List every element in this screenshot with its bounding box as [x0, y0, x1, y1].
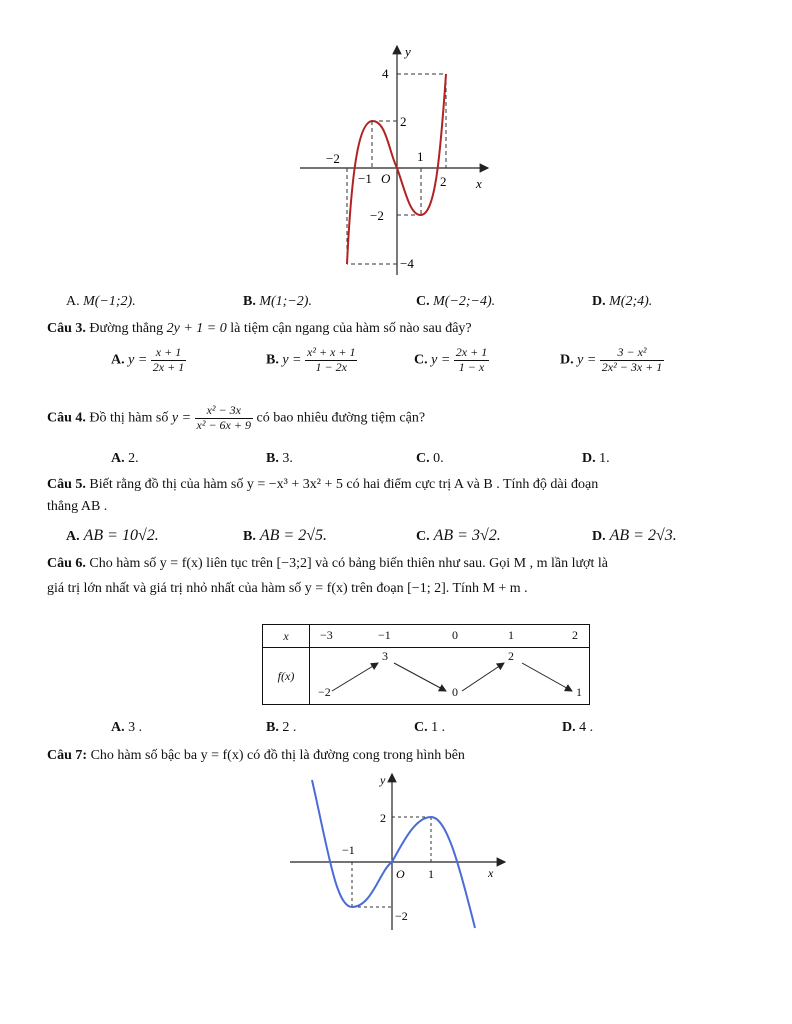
x-values-cell [310, 625, 590, 648]
option-label: C. [416, 529, 430, 544]
denominator: 1 − 2x [315, 359, 347, 374]
q3-option-c [414, 346, 489, 375]
option-text: AB = 2√5. [259, 527, 327, 544]
question-text: Đồ thị hàm số [89, 410, 169, 426]
tick-y-neg4: −4 [400, 256, 414, 271]
question-text: giá trị lớn nhất và giá trị nhỏ nhất của hàm số y = f(x) trên đoạn [−1; 2]. Tính M + m . [47, 581, 528, 596]
q2-option-b [243, 294, 312, 310]
q5-option-d [592, 527, 677, 545]
x-value: 0 [452, 628, 458, 642]
option-label: B. [243, 294, 256, 309]
option-label: A. [111, 720, 125, 735]
numerator: x + 1 [151, 346, 186, 361]
option-label: B. [266, 352, 279, 368]
option-label: C. [414, 720, 428, 735]
numerator: 2x + 1 [455, 345, 488, 359]
x-value: −1 [378, 628, 391, 642]
q5-stem-line2 [47, 499, 107, 515]
x-axis-label: x [488, 866, 494, 880]
denominator: 2x + 1 [152, 359, 185, 374]
question-y: y = [171, 410, 192, 426]
tick-y-4: 4 [382, 66, 389, 81]
q3-option-b [266, 346, 357, 375]
option-fraction [454, 346, 489, 375]
x-axis-label: x [476, 176, 482, 191]
q6-stem [47, 556, 608, 572]
option-text: 1. [599, 451, 610, 466]
option-label: B. [266, 451, 279, 466]
option-text: AB = 2√3. [609, 527, 677, 544]
q4-option-a [111, 451, 139, 467]
question-text: có bao nhiêu đường tiệm cận? [256, 410, 426, 426]
question-label: Câu 4. [47, 410, 86, 426]
option-y: y = [128, 352, 148, 368]
option-text: 4 . [579, 720, 594, 735]
question-label: Câu 3. [47, 321, 86, 336]
x-value: −3 [320, 628, 333, 642]
option-y: y = [577, 352, 597, 368]
q4-option-b [266, 451, 293, 467]
numerator: x² + x + 1 [307, 345, 356, 359]
q6-option-a [111, 720, 142, 736]
tick-x-1: 1 [417, 149, 424, 164]
x-head: x [263, 625, 310, 648]
option-label: D. [562, 720, 576, 735]
q7-stem [47, 748, 465, 764]
option-label: B. [243, 529, 256, 544]
option-fraction [305, 346, 357, 375]
q3-option-d [560, 346, 664, 375]
option-label: C. [416, 294, 430, 309]
option-label: C. [414, 352, 428, 368]
option-label: A. [66, 294, 80, 309]
f-value: 1 [576, 685, 582, 699]
option-text: 3. [282, 451, 293, 466]
tick-y-2: 2 [400, 114, 407, 129]
denominator: 1 − x [458, 359, 485, 374]
option-label: D. [582, 451, 596, 466]
q3-stem [47, 321, 472, 337]
q6-option-b [266, 720, 296, 736]
denominator: 2x² − 3x + 1 [601, 359, 663, 374]
q6-option-d [562, 720, 593, 736]
option-label: D. [592, 529, 606, 544]
option-text: 0. [433, 451, 444, 466]
option-label: A. [66, 529, 80, 544]
q2-option-c [416, 294, 495, 310]
x-row [263, 625, 590, 648]
option-fraction [600, 346, 664, 375]
tick-x-neg1: −1 [358, 171, 372, 186]
option-y: y = [431, 352, 451, 368]
q4-option-d [582, 451, 610, 467]
tick-x-neg2: −2 [326, 151, 340, 166]
option-text: AB = 10√2. [83, 527, 159, 544]
q2-option-a [66, 294, 136, 310]
option-fraction [151, 346, 186, 375]
option-label: D. [592, 294, 606, 309]
q5-option-b [243, 527, 327, 545]
option-text: 3 . [128, 720, 143, 735]
q4-stem [47, 404, 425, 433]
question-text: Cho hàm số y = f(x) liên tục trên [−3;2] và có bảng biến thiên như sau. Gọi M , m lần lượt là [89, 556, 608, 571]
option-text: 2 . [282, 720, 297, 735]
x-value: 2 [572, 628, 578, 642]
option-text: 2. [128, 451, 139, 466]
option-text: M(1;−2). [259, 294, 312, 309]
f-value: 0 [452, 685, 458, 699]
question-fraction [195, 404, 253, 433]
graph-1 [290, 40, 500, 280]
graph-2 [280, 770, 510, 935]
question-text: Biết rằng đồ thị của hàm số y = −x³ + 3x² + 5 có hai điểm cực trị A và B . Tính độ dài đoạn [89, 477, 599, 492]
question-equation: 2y + 1 = 0 [166, 321, 227, 336]
option-label: A. [111, 451, 125, 466]
option-text: M(−2;−4). [433, 294, 496, 309]
option-label: C. [416, 451, 430, 466]
variation-table [262, 624, 590, 705]
denominator: x² − 6x + 9 [196, 417, 251, 432]
option-label: B. [266, 720, 279, 735]
y-axis-label: y [380, 773, 386, 787]
x-value: 1 [508, 628, 514, 642]
variation-arrows [310, 649, 592, 703]
option-y: y = [282, 352, 302, 368]
tick-y-neg2: −2 [370, 208, 384, 223]
option-text: AB = 3√2. [433, 527, 501, 544]
question-label: Câu 6. [47, 556, 86, 571]
numerator: x² − 3x [195, 404, 253, 419]
fx-head: f(x) [263, 648, 310, 705]
f-value: 2 [508, 649, 514, 663]
origin-label: O [396, 867, 405, 881]
option-text: M(2;4). [609, 294, 653, 309]
tick-x-1: 1 [428, 867, 434, 881]
q5-stem [47, 477, 598, 493]
question-text: Đường thẳng [89, 321, 164, 336]
option-text: 1 . [431, 720, 446, 735]
q5-option-a [66, 527, 159, 545]
option-label: D. [560, 352, 574, 368]
q6-stem-line2 [47, 581, 528, 597]
q6-option-c [414, 720, 445, 736]
y-axis-label: y [405, 44, 411, 59]
origin-label: O [381, 171, 391, 186]
q2-option-d [592, 294, 652, 310]
question-label: Câu 7: [47, 748, 88, 763]
question-text: là tiệm cận ngang của hàm số nào sau đây? [230, 321, 472, 336]
tick-y-neg2: −2 [395, 909, 408, 923]
fx-row [263, 648, 590, 705]
q5-option-c [416, 527, 501, 545]
f-value: −2 [318, 685, 331, 699]
q4-option-c [416, 451, 444, 467]
tick-y-2: 2 [380, 811, 386, 825]
q3-option-a [111, 346, 186, 375]
cubic-curve [312, 780, 475, 928]
numerator: 3 − x² [600, 346, 664, 361]
question-text: Cho hàm số bậc ba y = f(x) có đồ thị là đường cong trong hình bên [90, 748, 465, 763]
tick-x-neg1: −1 [342, 843, 355, 857]
f-value: 3 [382, 649, 388, 663]
option-label: A. [111, 352, 125, 368]
question-text: thẳng AB . [47, 499, 108, 514]
question-label: Câu 5. [47, 477, 86, 492]
option-text: M(−1;2). [83, 294, 136, 309]
tick-x-2: 2 [440, 174, 447, 189]
fx-values-cell [310, 648, 590, 705]
